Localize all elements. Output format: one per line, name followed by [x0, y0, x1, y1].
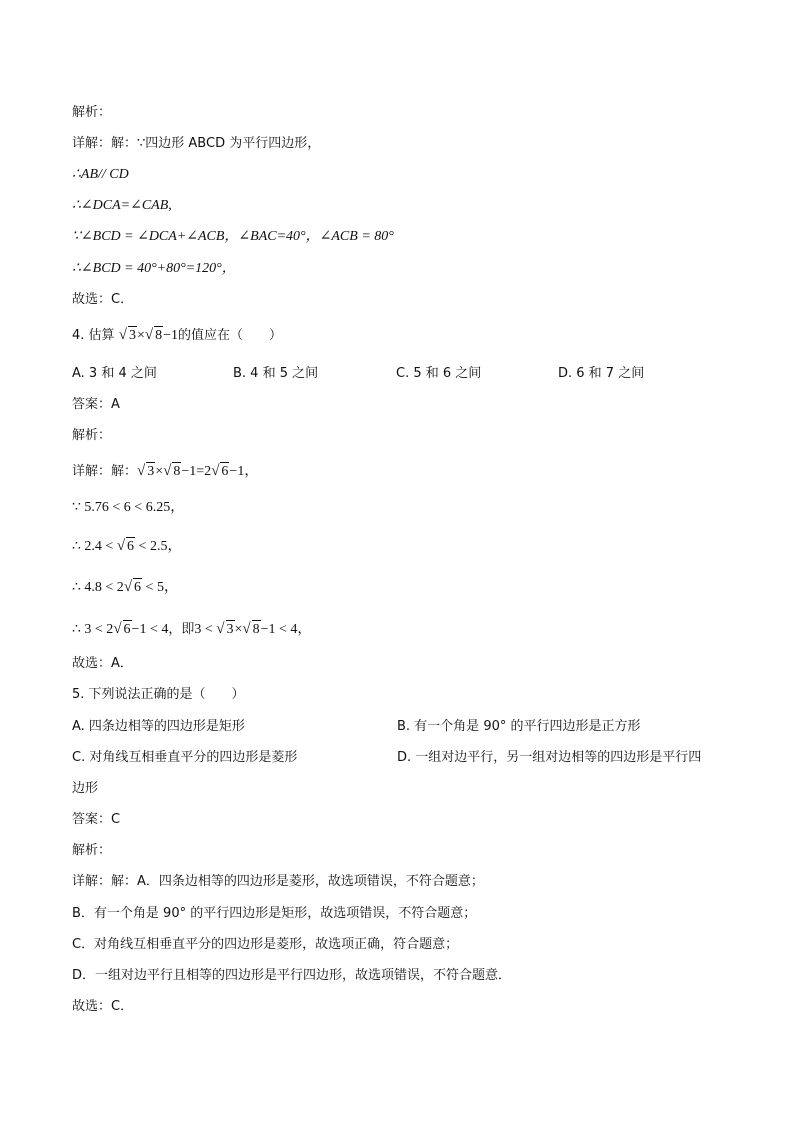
q5-analysis-label: 解析：	[72, 843, 112, 858]
q4-answer: 答案：A	[72, 397, 120, 412]
q4-choice: 故选：A．	[72, 656, 133, 671]
q5-detail-3: C．对角线互相垂直平分的四边形是菱形，故选项正确，符合题意；	[72, 937, 459, 952]
q5-detail-1: 详解：解：A．四条边相等的四边形是菱形，故选项错误，不符合题意；	[72, 874, 484, 889]
q5-option-d: D. 一组对边平行，另一组对边相等的四边形是平行四	[397, 750, 702, 765]
q4-step-1: ∵ 5.76 < 6 < 6.25，	[72, 500, 185, 515]
q5-detail-4: D．一组对边平行且相等的四边形是平行四边形，故选项错误，不符合题意．	[72, 968, 512, 983]
q4-detail-prefix: 详解：解：	[72, 464, 138, 479]
q4-detail-expression: √ 3×√ 8−1=2√ 6−1，	[137, 463, 259, 479]
q3-detail: 详解：解：∵四边形 ABCD 为平行四边形，	[72, 136, 321, 151]
q4-option-c: C. 5 和 6 之间	[396, 366, 482, 381]
q4-option-b: B. 4 和 5 之间	[233, 366, 319, 381]
q4-stem	[72, 326, 282, 345]
q5-option-d-continued: 边形	[72, 781, 99, 796]
q5-option-a: A. 四条边相等的四边形是矩形	[72, 719, 245, 734]
q5-stem: 5. 下列说法正确的是（ ）	[72, 687, 245, 702]
q4-expression: √ 3×√ 8−1	[118, 327, 178, 343]
q3-step-3: ∵∠BCD = ∠DCA+∠ACB，∠BAC=40°，∠ACB = 80°	[72, 229, 394, 244]
q3-choice: 故选：C．	[72, 292, 134, 307]
q4-detail	[72, 462, 258, 481]
q4-number: 4.	[72, 328, 85, 343]
q5-option-b: B. 有一个角是 90° 的平行四边形是正方形	[397, 719, 641, 734]
q4-option-d: D. 6 和 7 之间	[558, 366, 645, 381]
q4-step-2: ∴ 2.4 < √ 6 < 2.5，	[72, 538, 182, 554]
q5-detail-2: B．有一个角是 90° 的平行四边形是矩形，故选项错误，不符合题意；	[72, 906, 477, 921]
q4-stem-prefix: 估算	[88, 328, 115, 343]
q3-step-2: ∴∠DCA=∠CAB,	[72, 198, 172, 213]
q3-analysis-label: 解析：	[72, 105, 112, 120]
q4-analysis-label: 解析：	[72, 428, 112, 443]
q4-option-a: A. 3 和 4 之间	[72, 366, 157, 381]
q4-step-4: ∴ 3 < 2√ 6−1 < 4，即3 < √ 3×√ 8−1 < 4，	[72, 621, 312, 637]
q5-answer: 答案：C	[72, 812, 121, 827]
q5-option-c: C. 对角线互相垂直平分的四边形是菱形	[72, 750, 298, 765]
q3-step-1: ∴AB// CD	[72, 167, 129, 182]
q5-choice: 故选：C．	[72, 999, 134, 1014]
q4-stem-suffix: 的值应在（ ）	[177, 328, 282, 343]
q4-step-3: ∴ 4.8 < 2√ 6 < 5，	[72, 579, 178, 595]
q3-step-4: ∴∠BCD = 40°+80°=120°，	[72, 261, 236, 276]
